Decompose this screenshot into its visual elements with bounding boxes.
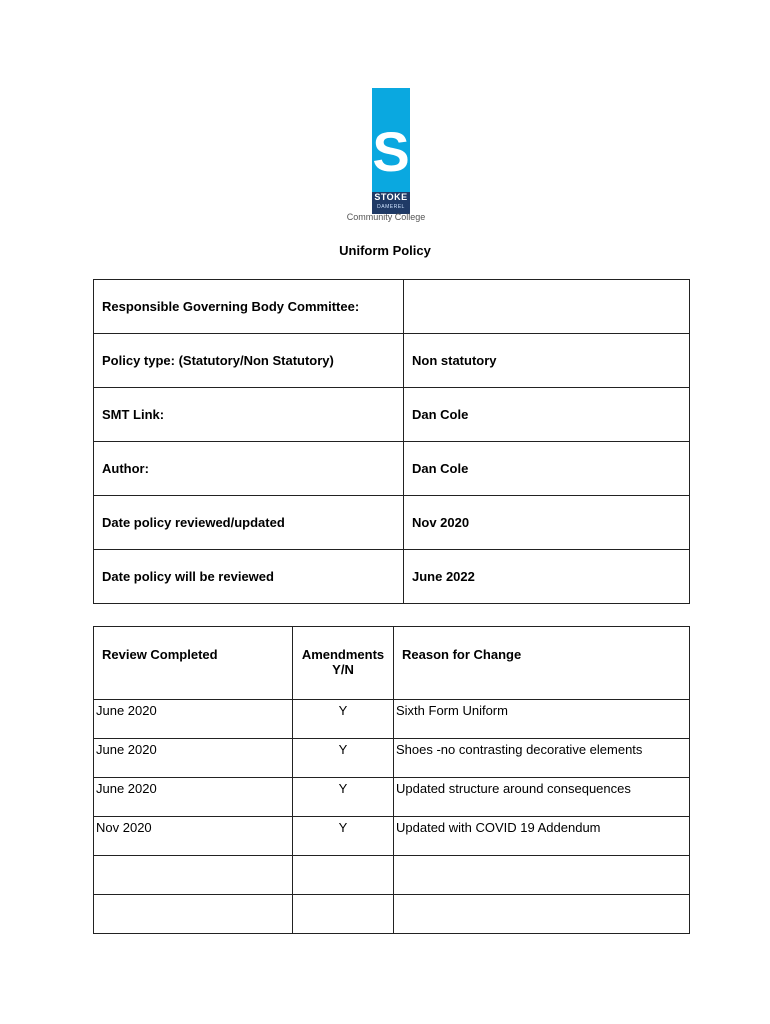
- table-row: [94, 496, 690, 550]
- info-label: Date policy will be reviewed: [94, 550, 404, 604]
- info-value: Dan Cole: [404, 388, 690, 442]
- info-value: June 2022: [404, 550, 690, 604]
- review-date: June 2020: [94, 700, 293, 739]
- table-row: [94, 550, 690, 604]
- header-reason: Reason for Change: [394, 627, 690, 700]
- info-value: Non statutory: [404, 334, 690, 388]
- review-date: Nov 2020: [94, 817, 293, 856]
- review-reason: Updated with COVID 19 Addendum: [394, 817, 690, 856]
- table-row: [94, 388, 690, 442]
- info-value: Nov 2020: [404, 496, 690, 550]
- review-amend: Y: [293, 778, 394, 817]
- table-row: [94, 280, 690, 334]
- table-row: [94, 700, 690, 739]
- info-label: Author:: [94, 442, 404, 496]
- review-date: June 2020: [94, 739, 293, 778]
- review-reason: Updated structure around consequences: [394, 778, 690, 817]
- document-title: Uniform Policy: [339, 243, 431, 258]
- table-row: [94, 895, 690, 934]
- info-label: Policy type: (Statutory/Non Statutory): [94, 334, 404, 388]
- info-value: Dan Cole: [404, 442, 690, 496]
- table-row: [94, 334, 690, 388]
- logo-name-box: [372, 192, 410, 214]
- info-value: [404, 280, 690, 334]
- review-date: [94, 895, 293, 934]
- logo-s-icon: S: [372, 120, 410, 183]
- review-amend: Y: [293, 817, 394, 856]
- table-row: [94, 778, 690, 817]
- info-label: Date policy reviewed/updated: [94, 496, 404, 550]
- logo-name-line2: DAMEREL: [377, 204, 405, 210]
- logo-name-line1: STOKE: [374, 192, 408, 202]
- logo-tagline: Community College: [346, 212, 426, 222]
- review-reason: [394, 856, 690, 895]
- review-reason: [394, 895, 690, 934]
- review-history-table: [93, 626, 690, 934]
- header-amendments: Amendments Y/N: [293, 627, 394, 700]
- header-review-completed: Review Completed: [94, 627, 293, 700]
- table-row: [94, 739, 690, 778]
- table-row: [94, 856, 690, 895]
- review-date: June 2020: [94, 778, 293, 817]
- review-amend: Y: [293, 700, 394, 739]
- review-reason: Sixth Form Uniform: [394, 700, 690, 739]
- college-logo: [330, 86, 442, 226]
- review-date: [94, 856, 293, 895]
- table-row: [94, 817, 690, 856]
- policy-info-table: [93, 279, 690, 604]
- info-label: Responsible Governing Body Committee:: [94, 280, 404, 334]
- review-reason: Shoes -no contrasting decorative elements: [394, 739, 690, 778]
- review-amend: [293, 856, 394, 895]
- info-label: SMT Link:: [94, 388, 404, 442]
- review-amend: Y: [293, 739, 394, 778]
- table-header-row: [94, 627, 690, 700]
- table-row: [94, 442, 690, 496]
- review-amend: [293, 895, 394, 934]
